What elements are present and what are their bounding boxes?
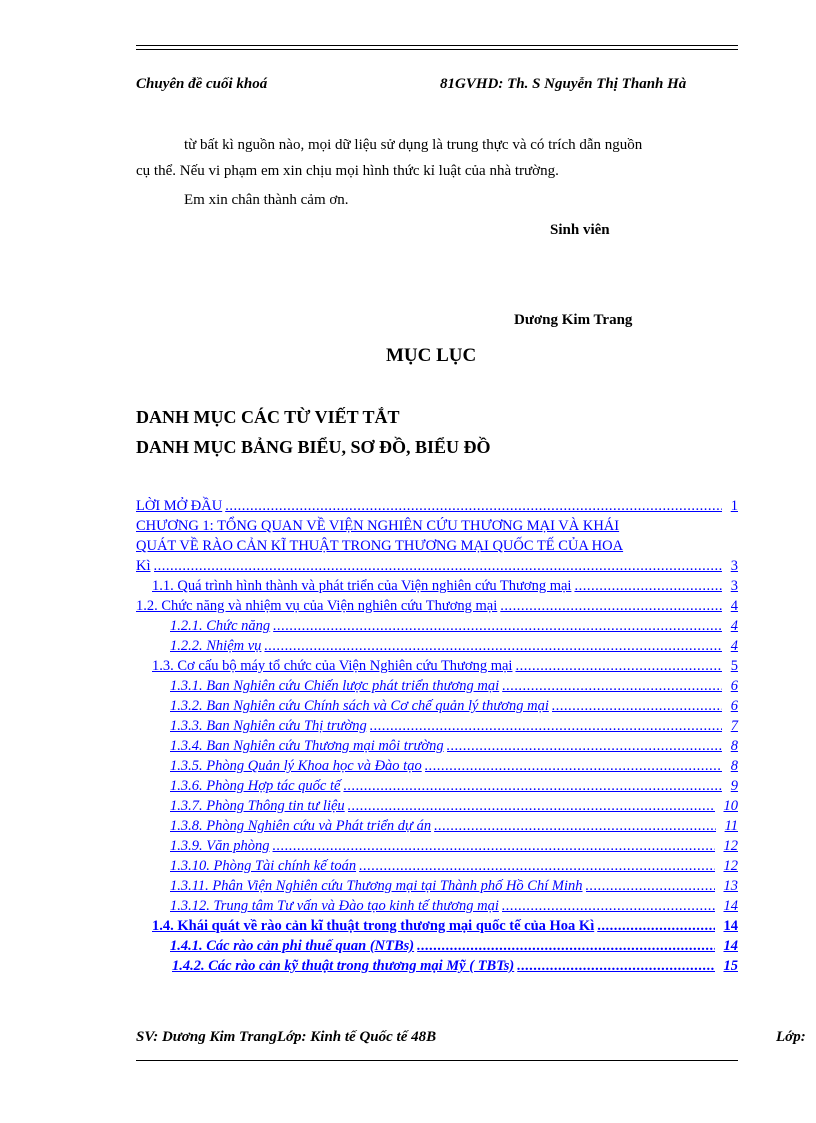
header-rule-top bbox=[136, 45, 738, 46]
toc-entry-page: 3 bbox=[730, 578, 738, 594]
footer-rule bbox=[136, 1060, 738, 1061]
toc-leader bbox=[447, 736, 722, 756]
toc-entry-page: 6 bbox=[730, 698, 738, 714]
toc-entry[interactable] bbox=[136, 636, 738, 656]
table-of-contents bbox=[136, 496, 738, 976]
toc-entry-title: 1.3.9. Văn phòng bbox=[170, 838, 270, 854]
toc-leader bbox=[502, 676, 722, 696]
toc-entry[interactable] bbox=[136, 736, 738, 756]
toc-leader bbox=[586, 876, 715, 896]
toc-entry-page: 8 bbox=[730, 738, 738, 754]
toc-leader bbox=[597, 916, 714, 936]
footer-right: Lớp: bbox=[776, 1029, 806, 1045]
toc-entry-page: 4 bbox=[730, 598, 738, 614]
toc-entry-page: 14 bbox=[723, 898, 738, 914]
toc-entry[interactable] bbox=[136, 796, 738, 816]
toc-entry-title: 1.4.2. Các rào cản kỹ thuật trong thương mại Mỹ ( TBTs) bbox=[172, 958, 515, 974]
toc-leader bbox=[154, 556, 722, 576]
toc-leader bbox=[417, 936, 714, 956]
toc-entry-page: 13 bbox=[723, 878, 738, 894]
toc-entry[interactable] bbox=[136, 616, 738, 636]
toc-entry-title: 1.3.4. Ban Nghiên cứu Thương mại môi trường bbox=[170, 738, 444, 754]
toc-entry[interactable] bbox=[136, 756, 738, 776]
toc-chapter1-line1[interactable]: CHƯƠNG 1: TỔNG QUAN VỀ VIỆN NGHIÊN CỨU THƯƠNG MẠI VÀ KHÁI bbox=[136, 518, 620, 534]
toc-entry[interactable] bbox=[136, 936, 738, 956]
toc-entry[interactable] bbox=[136, 716, 738, 736]
header-rule-bottom bbox=[136, 49, 738, 50]
toc-leader bbox=[348, 796, 715, 816]
toc-leader bbox=[552, 696, 722, 716]
thanks-line: Em xin chân thành cảm ơn. bbox=[184, 192, 349, 208]
toc-entry-title: 1.1. Quá trình hình thành và phát triển của Viện nghiên cứu Thương mại bbox=[152, 578, 572, 594]
toc-entry-title: Kì bbox=[136, 558, 151, 574]
toc-chapter1-line2[interactable]: QUÁT VỀ RÀO CẢN KĨ THUẬT TRONG THƯƠNG MẠI QUỐC TẾ CỦA HOA bbox=[136, 538, 624, 554]
toc-entry-page: 9 bbox=[730, 778, 738, 794]
toc-leader bbox=[515, 656, 721, 676]
toc-entry[interactable] bbox=[136, 576, 738, 596]
toc-entry-page: 11 bbox=[724, 818, 738, 834]
toc-leader bbox=[425, 756, 722, 776]
toc-leader bbox=[264, 636, 721, 656]
toc-entry[interactable] bbox=[136, 836, 738, 856]
toc-entry-title: 1.3.8. Phòng Nghiên cứu và Phát triển dự án bbox=[170, 818, 432, 834]
toc-entries bbox=[136, 576, 738, 976]
toc-leader bbox=[359, 856, 714, 876]
toc-entry-title: 1.3.7. Phòng Thông tin tư liệu bbox=[170, 798, 345, 814]
toc-entry-page: 4 bbox=[730, 638, 738, 654]
toc-entry-title: 1.3.3. Ban Nghiên cứu Thị trường bbox=[170, 718, 367, 734]
abbreviations-heading: DANH MỤC CÁC TỪ VIẾT TẮT bbox=[136, 407, 400, 427]
paragraph-line-1: từ bất kì nguồn nào, mọi dữ liệu sử dụng là trung thực và có trích dẫn nguồn bbox=[184, 137, 643, 153]
toc-entry-page: 14 bbox=[723, 918, 738, 934]
toc-entry[interactable] bbox=[136, 596, 738, 616]
toc-entry-page: 4 bbox=[730, 618, 738, 634]
toc-leader bbox=[502, 896, 715, 916]
toc-entry-page: 8 bbox=[730, 758, 738, 774]
header-right: 81GVHD: Th. S Nguyễn Thị Thanh Hà bbox=[440, 76, 687, 92]
toc-leader bbox=[434, 816, 715, 836]
toc-entry-title: 1.2.1. Chức năng bbox=[170, 618, 271, 634]
toc-entry[interactable] bbox=[136, 896, 738, 916]
toc-entry-page: 1 bbox=[730, 498, 738, 514]
toc-entry-page: 3 bbox=[730, 558, 738, 574]
toc-chapter1-line3[interactable] bbox=[136, 556, 738, 576]
toc-entry-page: 5 bbox=[730, 658, 738, 674]
toc-entry-title: 1.3.10. Phòng Tài chính kế toán bbox=[170, 858, 357, 874]
toc-entry-title: 1.2.2. Nhiệm vụ bbox=[170, 638, 262, 654]
toc-leader bbox=[225, 496, 722, 516]
toc-entry-intro[interactable] bbox=[136, 496, 738, 516]
toc-title: MỤC LỤC bbox=[386, 345, 477, 366]
toc-leader bbox=[500, 596, 721, 616]
paragraph-line-2: cụ thể. Nếu vi phạm em xin chịu mọi hình thức kỉ luật của nhà trường. bbox=[136, 163, 559, 179]
toc-entry[interactable] bbox=[136, 656, 738, 676]
toc-entry-title: 1.3.1. Ban Nghiên cứu Chiến lược phát triển thương mại bbox=[170, 678, 500, 694]
toc-entry-title: 1.3. Cơ cấu bộ máy tổ chức của Viện Nghiên cứu Thương mại bbox=[152, 658, 513, 674]
toc-entry-page: 12 bbox=[723, 838, 738, 854]
toc-leader bbox=[272, 836, 714, 856]
footer-left: SV: Dương Kim TrangLớp: Kinh tế Quốc tế 48B bbox=[136, 1029, 437, 1045]
figures-heading: DANH MỤC BẢNG BIỂU, SƠ ĐỒ, BIỂU ĐỒ bbox=[136, 437, 491, 457]
toc-entry-page: 12 bbox=[723, 858, 738, 874]
toc-leader bbox=[273, 616, 722, 636]
toc-entry-page: 7 bbox=[730, 718, 738, 734]
toc-leader bbox=[517, 956, 714, 976]
toc-entry-title: 1.3.11. Phân Viện Nghiên cứu Thương mại tại Thành phố Hồ Chí Minh bbox=[170, 878, 583, 894]
toc-leader bbox=[343, 776, 721, 796]
signature-name: Dương Kim Trang bbox=[514, 312, 633, 328]
toc-entry-title: 1.3.5. Phòng Quản lý Khoa học và Đào tạo bbox=[170, 758, 422, 774]
toc-entry-title: 1.3.12. Trung tâm Tư vấn và Đào tạo kinh tế thương mại bbox=[170, 898, 499, 914]
toc-entry-title: 1.2. Chức năng và nhiệm vụ của Viện nghiên cứu Thương mại bbox=[136, 598, 498, 614]
toc-entry-title: LỜI MỞ ĐẦU bbox=[136, 498, 223, 514]
toc-entry-title: 1.4. Khái quát về rào cản kĩ thuật trong thương mại quốc tế của Hoa Kì bbox=[152, 918, 595, 934]
toc-entry[interactable] bbox=[136, 916, 738, 936]
header-left: Chuyên đề cuối khoá bbox=[136, 76, 268, 92]
toc-entry-title: 1.4.1. Các rào cản phi thuế quan (NTBs) bbox=[170, 938, 415, 954]
toc-leader bbox=[574, 576, 721, 596]
toc-leader bbox=[370, 716, 722, 736]
toc-entry[interactable] bbox=[136, 696, 738, 716]
toc-entry-page: 14 bbox=[723, 938, 738, 954]
toc-entry-title: 1.3.6. Phòng Hợp tác quốc tế bbox=[170, 778, 341, 794]
toc-entry-page: 15 bbox=[723, 958, 738, 974]
toc-entry[interactable] bbox=[136, 776, 738, 796]
toc-entry-page: 6 bbox=[730, 678, 738, 694]
toc-entry[interactable] bbox=[136, 876, 738, 896]
toc-entry-title: 1.3.2. Ban Nghiên cứu Chính sách và Cơ chế quản lý thương mại bbox=[170, 698, 549, 714]
toc-entry[interactable] bbox=[136, 856, 738, 876]
toc-entry[interactable] bbox=[136, 956, 738, 976]
signature-title: Sinh viên bbox=[550, 222, 610, 238]
toc-entry[interactable] bbox=[136, 816, 738, 836]
toc-entry-page: 10 bbox=[723, 798, 738, 814]
toc-entry[interactable] bbox=[136, 676, 738, 696]
